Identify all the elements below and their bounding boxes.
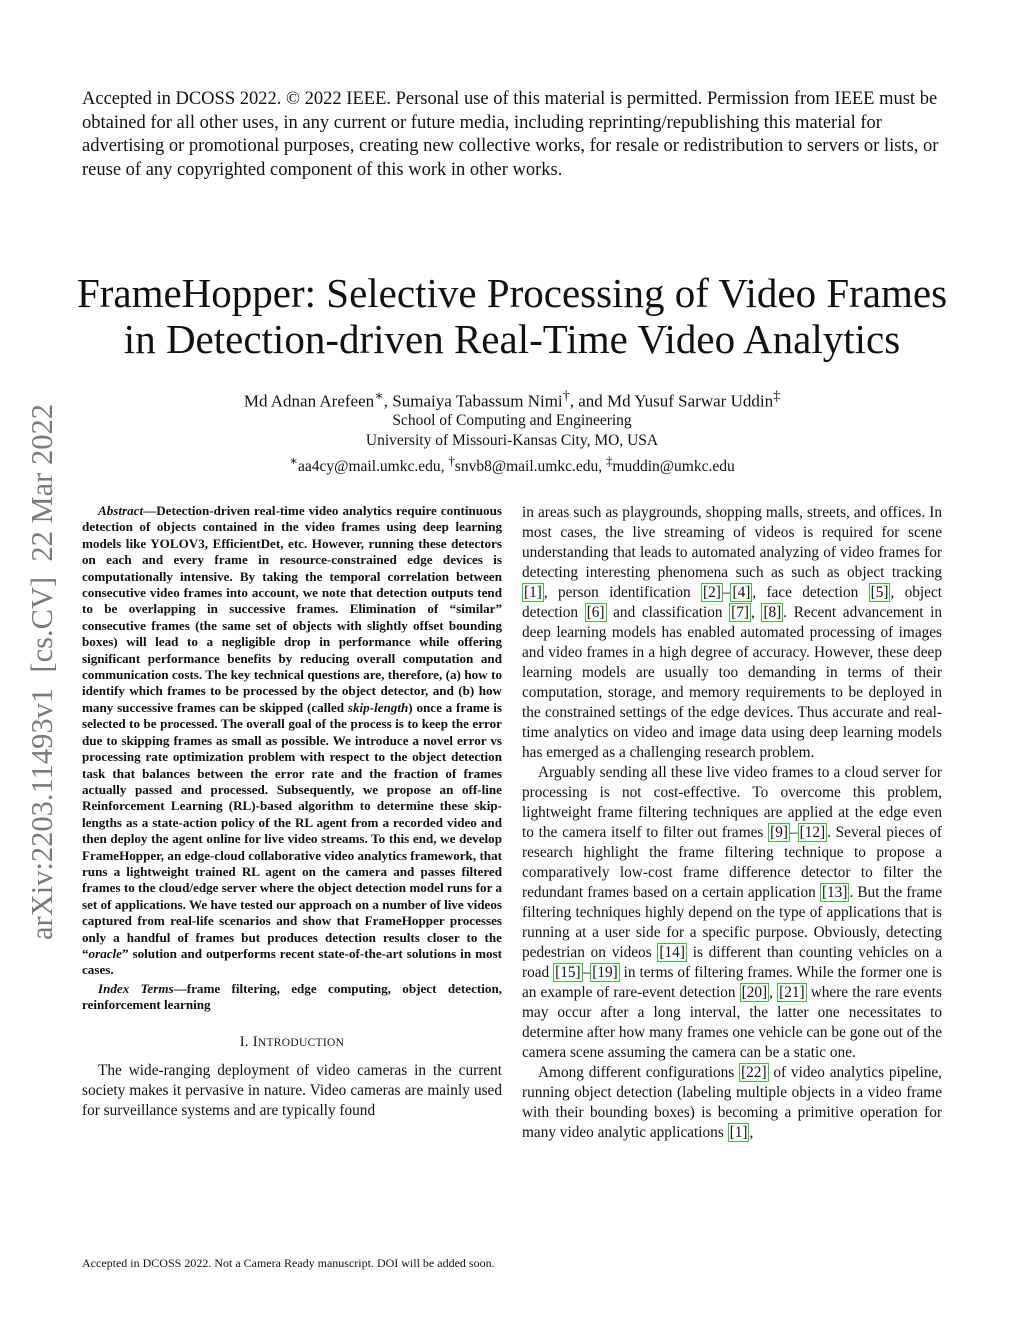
paragraph-2	[522, 763, 942, 1063]
affiliation-university: University of Missouri-Kansas City, MO, USA	[365, 432, 659, 449]
citation-link[interactable]: [1]	[729, 1124, 748, 1141]
title-line-1: FrameHopper: Selective Processing of Video Frames	[76, 270, 948, 316]
author-2: , Sumaiya Tabassum Nimi	[383, 391, 563, 411]
email-2[interactable]: snvb8@mail.umkc.edu,	[454, 458, 606, 476]
abstract-text-1: —Detection-driven real-time video analytics require continuous detection of objects contained in the video frames using deep learning models like YOLOV3, EfficientDet, etc. However, running these detectors on each and every frame in resource-constrained edge devices is computationally intensive. By taking the temporal correlation between consecutive video frames into account, we note that detection outputs tend to be overlapping in successive frames. Elimination of “similar” consecutive frames (the same set of objects with slightly offset bounding boxes) will lead to a negligible drop in performance while offering significant performance benefits by reducing overall computation and communication costs. The key technical questions are, therefore, (a) how to identify which frames to be processed by the object detector, and (b) how many successive frames can be skipped (called	[82, 503, 502, 715]
author-1: Md Adnan Arefeen	[243, 391, 375, 411]
citation-link[interactable]: [5]	[870, 584, 889, 601]
citation-link[interactable]: [21]	[779, 984, 805, 1001]
index-terms	[82, 981, 502, 1014]
index-terms-label: Index Terms	[98, 980, 174, 996]
abstract-label: Abstract	[98, 503, 144, 518]
right-column	[522, 503, 942, 1143]
author-3: , and Md Yusuf Sarwar Uddin	[569, 391, 774, 411]
page-footer: Accepted in DCOSS 2022. Not a Camera Ready manuscript. DOI will be added soon.	[82, 1256, 495, 1270]
arxiv-stamp[interactable]	[18, 350, 62, 940]
citation-link[interactable]: [20]	[741, 984, 768, 1001]
citation-link[interactable]: [12]	[799, 824, 826, 841]
author-emails	[60, 451, 964, 477]
arxiv-stamp-text: arXiv:2203.11493v1 [cs.CV] 22 Mar 2022	[25, 404, 59, 940]
text-run: . Several pieces of research highlight the frame filtering technique to propose a comparatively low-cost frame difference detector to filter the redundant frames based on a certain application	[522, 824, 942, 901]
text-run: where the rare events may occur after a long interval, the latter one necessitates to determine after how many frames one vehicle can be gone out of the camera scene assuming the camera can be a static one.	[522, 984, 942, 1061]
citation-link[interactable]: [22]	[741, 1064, 767, 1081]
text-run: ,	[749, 1124, 754, 1141]
intro-paragraph: The wide-ranging deployment of video cameras in the current society makes it pervasive in nature. Video cameras are mainly used for surveillance systems and are typically found	[82, 1061, 502, 1119]
citation-link[interactable]: [15]	[555, 964, 581, 981]
affiliation-school: School of Computing and Engineering	[392, 412, 632, 429]
citation-link[interactable]: [6]	[586, 604, 605, 621]
text-run: , person identification	[543, 584, 701, 601]
abstract	[82, 503, 502, 979]
paragraph-3	[522, 1063, 942, 1143]
text-run: , face detection	[752, 584, 869, 601]
email-mark-1: ∗	[289, 453, 299, 468]
text-run: of video analytics pipeline, running object detection (labeling multiple objects in a video frame with their bounding boxes) is becoming a primitive operation for many video analytic applications	[522, 1064, 942, 1141]
email-1[interactable]: aa4cy@mail.umkc.edu,	[298, 458, 449, 476]
text-run: in areas such as playgrounds, shopping malls, streets, and offices. In most cases, the live streaming of videos is required for scene understanding that leads to automated analyzing of video frames for detecting interesting phenomena such as such as object tracking	[522, 504, 942, 581]
text-run: and classification	[606, 604, 730, 621]
author-mark-1: ∗	[374, 388, 384, 404]
abstract-skip-length: skip-length	[347, 699, 409, 715]
text-run: ,	[751, 604, 762, 621]
text-run: –	[789, 824, 798, 841]
text-run: –	[722, 584, 731, 601]
citation-link[interactable]: [1]	[524, 584, 542, 601]
citation-link[interactable]: [4]	[732, 584, 751, 601]
title-line-2: in Detection-driven Real-Time Video Analytics	[123, 316, 901, 362]
text-run: . But the frame filtering techniques highly depend on the type of applications that is running at a user side for a specific purpose. Obviously, detecting pedestrian on videos	[522, 884, 942, 961]
text-run: . Recent advancement in deep learning models has enabled automated processing of images and video frames in a high degree of accuracy. However, these deep learning models are usually too demanding in terms of their computation, storage, and memory requirements to be deployed in the constrained settings of the edge devices. Thus accurate and real-time analytics on video and image data using deep learning models has emerged as a challenging research problem.	[522, 604, 942, 761]
intro-paragraph-cont	[522, 503, 942, 763]
section-heading-introduction: I. INTRODUCTION	[239, 1033, 345, 1050]
abstract-oracle: oracle	[88, 945, 122, 961]
citation-link[interactable]: [14]	[659, 944, 685, 961]
author-mark-3: ‡	[773, 388, 781, 404]
text-run: , object detection	[522, 584, 942, 621]
citation-link[interactable]: [9]	[770, 824, 788, 841]
citation-link[interactable]: [19]	[592, 964, 618, 981]
abstract-text-3: ” solution and outperforms recent state-of-the-art solutions in most cases.	[82, 945, 502, 978]
left-column	[82, 503, 502, 1121]
text-run: –	[582, 964, 591, 981]
email-mark-3: ‡	[605, 453, 613, 468]
author-list	[60, 386, 964, 412]
text-run: Among different configurations	[538, 1064, 740, 1081]
text-run: is different than counting vehicles on a road	[522, 944, 942, 981]
citation-link[interactable]: [8]	[763, 604, 782, 621]
author-mark-2: †	[562, 388, 570, 404]
citation-link[interactable]: [2]	[702, 584, 721, 601]
abstract-text-2: ) once a frame is selected to be processed. The overall goal of the process is to keep the error due to skipping frames as small as possible. We introduce a novel error vs processing rate optimization problem with respect to the object detection task that balances between the error rate and the fraction of frames actually passed and processed. Subsequently, we propose an off-line Reinforcement Learning (RL)-based algorithm to determine these skip-lengths as a state-action policy of the RL agent from a recorded video and then deploy the agent online for live video streams. To this end, we develop FrameHopper, an edge-cloud collaborative video analytics framework, that runs a lightweight trained RL agent on the camera and passes filtered frames to the cloud/edge server where the object detection model runs for a set of applications. We have tested our approach on a number of live videos captured from real-life scenarios and show that FrameHopper processes only a handful of frames but produces detection results closer to the “	[82, 699, 502, 961]
email-mark-2: †	[448, 453, 455, 468]
index-terms-text: —frame filtering, edge computing, object detection, reinforcement learning	[82, 980, 502, 1013]
copyright-notice: Accepted in DCOSS 2022. © 2022 IEEE. Personal use of this material is permitted. Permission from IEEE must be obtained for all other uses, in any current or future media, including reprinting/republishing this material for advertising or promotional purposes, creating new collective works, for resale or redistribution to servers or lists, or reuse of any copyrighted component of this work in other works.	[82, 89, 939, 180]
text-run: ,	[769, 984, 778, 1001]
citation-link[interactable]: [7]	[731, 604, 749, 621]
paper-title	[40, 270, 984, 362]
citation-link[interactable]: [13]	[821, 884, 848, 901]
text-run: Arguably sending all these live video frames to a cloud server for processing is not cost-effective. To overcome this problem, lightweight frame filtering techniques are applied at the edge even to the camera itself to filter out frames	[522, 764, 942, 841]
email-3[interactable]: muddin@umkc.edu	[612, 458, 735, 476]
text-run: in terms of filtering frames. While the former one is an example of rare-event detection	[522, 964, 942, 1001]
